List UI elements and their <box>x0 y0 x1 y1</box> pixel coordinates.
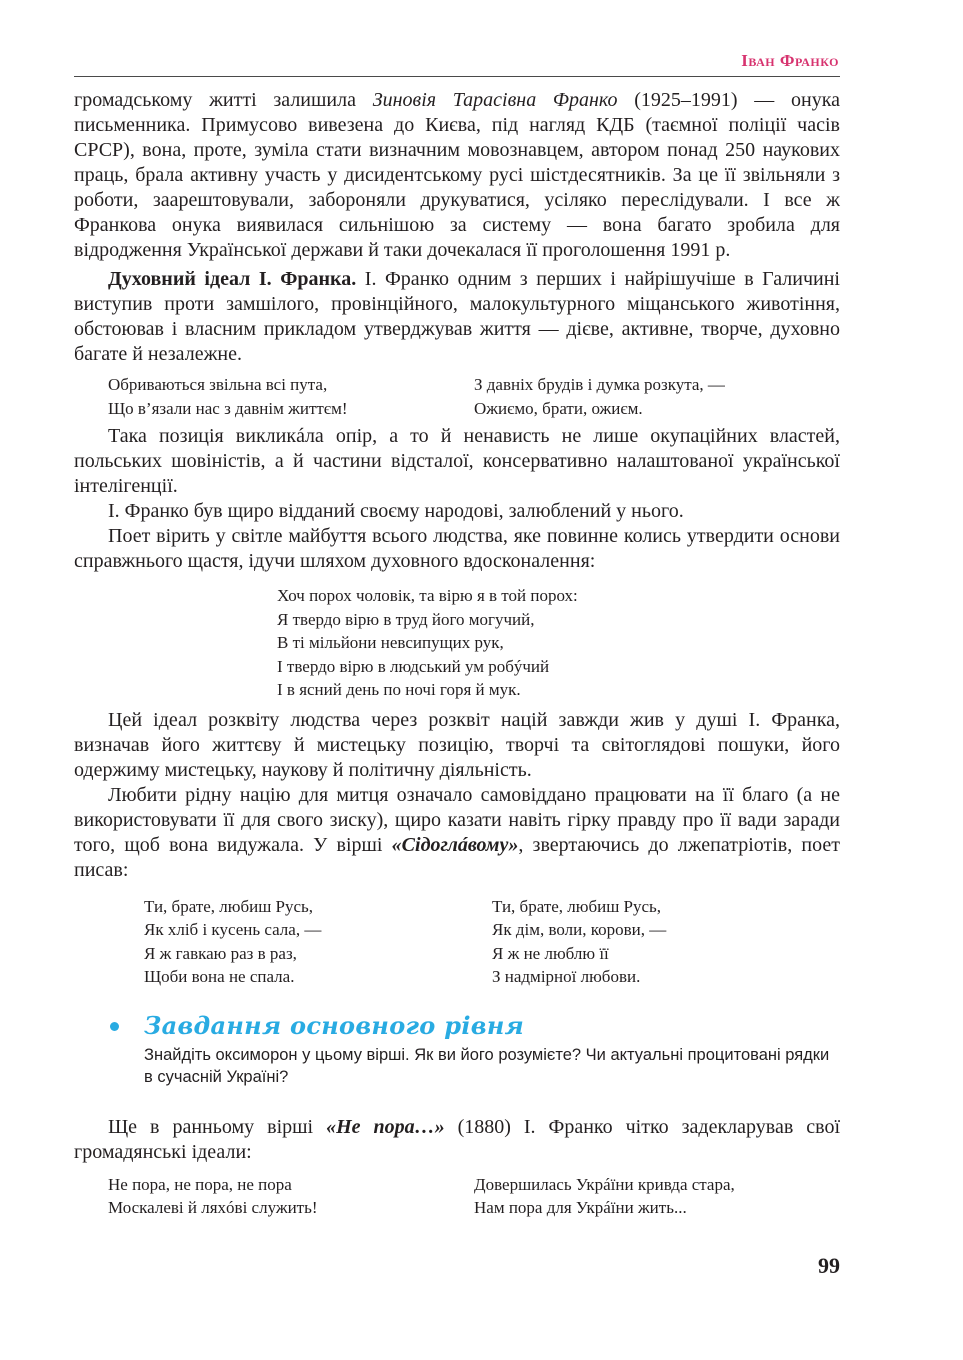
person-name: Зиновія Тарасівна Франко <box>372 89 618 111</box>
paragraph-5: Поет вірить у світле майбуття всього людства, яке повинне колись утвердити основи справжнього щастя, ідучи шляхом духовного вдосконалення: <box>74 525 840 572</box>
bullet-icon <box>110 1022 119 1031</box>
paragraph-1 <box>74 88 840 263</box>
poem-line: Обриваються звільна всі пута, <box>108 375 328 394</box>
poem-title: «Сідоглáвому» <box>391 833 519 856</box>
poem-line: Я ж гавкаю раз в раз, <box>144 943 297 963</box>
paragraph-7-text-b: , звертаючись до лжепатріотів, поет писав: <box>74 833 840 881</box>
paragraph-8-text-b: (1880) І. Франко чітко задекларував свої громадянські ідеали: <box>74 1115 840 1163</box>
task-title: Завдання основного рівня <box>144 1010 525 1040</box>
poem-line: Москалеві й ляхóві служить! <box>108 1198 318 1217</box>
task-box <box>74 1012 840 1088</box>
poem-line: Довершилась Укрáїни кривда стара, <box>474 1174 735 1194</box>
poem-4-right <box>474 1173 840 1220</box>
paragraph-8-text-a: Ще в ранньому вірші <box>108 1115 327 1138</box>
poem-line: Хоч порох чоловік, та вірю я в той порох: <box>277 586 578 605</box>
poem-line: Ожиємо, брати, ожиєм. <box>474 398 643 418</box>
poem-line: І твердо вірю в людський ум робýчий <box>277 656 550 676</box>
poem-line: Як дім, воли, корови, — <box>492 920 667 939</box>
paragraph-6: Цей ідеал розквіту людства через розквіт націй завжди жив у душі І. Франка, визначав його життєву й мистецьку позицію, творчі та світоглядові пошуки, його одержиму мистецьку, наукову й політичну діяльність. <box>74 708 840 781</box>
poem-line: З давніх брудів і думка розкута, — <box>474 375 725 394</box>
paragraph-1-text-a: громадському житті залишила <box>74 89 373 111</box>
poem-line: Не пора, не пора, не пора <box>108 1174 292 1194</box>
poem-line: Щоби вона не спала. <box>144 967 295 986</box>
poem-1-left <box>108 373 474 420</box>
poem-line: Ти, брате, любиш Русь, <box>492 896 662 916</box>
paragraph-2-text: І. Франко одним з перших і найрішучіше в Галичині виступив проти замшілого, провінційного, малокультурного міщанського животіння, обстоював і власним прикладом утверджував життя — дієве, активне, творче, духовно багате й незалежне. <box>74 268 840 365</box>
poem-1 <box>108 373 840 420</box>
poem-3-left <box>144 895 492 989</box>
poem-line: Що в’язали нас з давнім життєм! <box>108 398 348 418</box>
page-content <box>74 88 840 1220</box>
poem-4 <box>108 1173 840 1220</box>
header-rule <box>74 76 840 77</box>
poem-line: Нам пора для Укрáїни жить... <box>474 1198 687 1217</box>
poem-line: Я ж не люблю її <box>492 943 609 963</box>
poem-line: В ті мільйони невсипущих рук, <box>277 633 504 652</box>
page-number: 99 <box>818 1253 840 1278</box>
poem-line: Ти, брате, любиш Русь, <box>144 896 314 916</box>
task-text: Знайдіть оксиморон у цьому вірші. Як ви його розумієте? Чи актуальні процитовані рядки в сучасній Україні? <box>144 1045 830 1086</box>
poem-3 <box>144 895 840 989</box>
poem-4-left <box>108 1173 474 1220</box>
paragraph-8 <box>74 1115 840 1165</box>
running-header-title: Іван Франко <box>741 51 839 70</box>
section-lead: Духовний ідеал І. Франка. <box>108 268 357 290</box>
poem-line: З надмірної любови. <box>492 967 641 986</box>
poem-line: І в ясний день по ночі горя й мук. <box>277 680 521 699</box>
paragraph-2 <box>74 267 840 367</box>
poem-title: «Не пора…» <box>326 1115 445 1138</box>
poem-2 <box>74 584 840 702</box>
poem-line: Як хліб і кусень сала, — <box>144 920 322 939</box>
poem-1-right <box>474 373 840 420</box>
paragraph-4: І. Франко був щиро відданий своєму народові, залюблений у нього. <box>108 500 684 522</box>
paragraph-1-text-b: (1925–1991) — онука письменника. Примусово вивезена до Києва, під нагляд КДБ (таємної поліції часів СРСР), вона, проте, зуміла стати визначним мовознавцем, автором понад 250 наукових праць, брала активну участь у дисидентському русі шістдесятників. За це її звільняли з роботи, заарештовували, забороняли друкуватися, усіляко переслідували. І все ж Франкова онука виявилася сильнішою за систему — вона багато зробила для відродження Української держави й таки дочекалася її проголошення 1991 р. <box>74 89 840 261</box>
paragraph-7-text-a: Любити рідну націю для митця означало самовіддано працювати на її благо (а не використовувати її для свого зиску), щиро казати навіть гірку правду про її вади заради того, щоб вона видужала. У вірші <box>74 783 840 856</box>
poem-line: Я твердо вірю в труд його могучий, <box>277 609 535 629</box>
poem-3-right <box>492 895 840 989</box>
paragraph-3: Така позиція викликáла опір, а то й ненависть не лише окупаційних властей, польських шовіністів, а й частини відсталої, консервативно налаштованої української інтелігенції. <box>74 425 840 497</box>
paragraph-7 <box>74 783 840 883</box>
